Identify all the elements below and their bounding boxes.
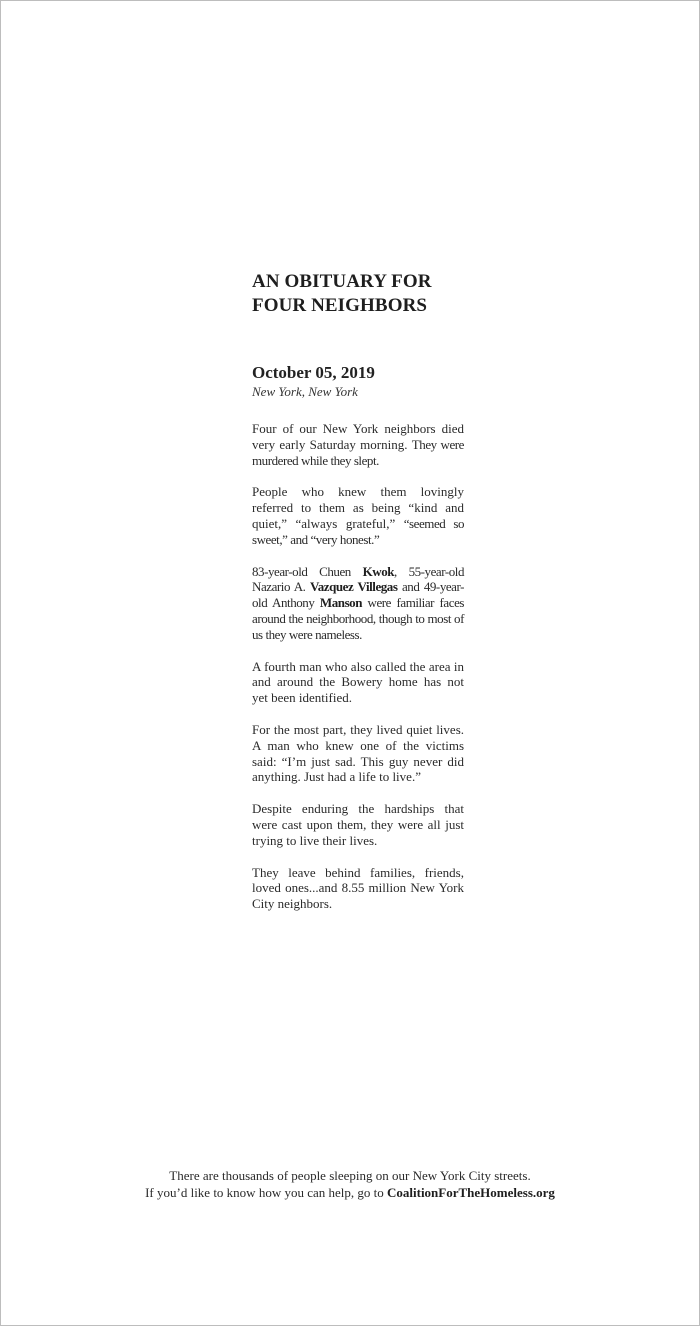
paragraph-1-line-2: They were murdered while they slept. (252, 436, 464, 468)
paragraph-4: A fourth man who also called the area in and around the Bowery home has not yet been identified. (252, 658, 464, 706)
victim-name-kwok: Kwok (362, 563, 395, 579)
paragraph-3-part-3: and 49-year-old Anthony (252, 579, 465, 611)
paragraph-7: They leave behind families, friends, loved ones...and 8.55 million New York City neighbors. (252, 864, 464, 912)
paragraph-6: Despite enduring the hardships that were cast upon them, they were all just trying to live their lives. (252, 801, 464, 848)
footer-line-2-prefix: If you’d like to know how you can help, go to (145, 1185, 387, 1200)
victim-name-manson: Manson (319, 595, 363, 611)
paragraph-3-part-2: , 55-year-old Nazario A. (252, 563, 464, 595)
headline-line-2: FOUR NEIGHBORS (252, 295, 428, 316)
place: New York, New York (252, 384, 358, 399)
dateline (252, 362, 464, 400)
paragraph-2-line-1: People who knew them lovingly referred to them as being “kind and quiet,” “always grateful,” (252, 484, 464, 531)
paragraph-5: For the most part, they lived quiet lives. A man who knew one of the victims said: “I’m just sad. This guy never did anything. Just had a life to live.” (252, 721, 464, 785)
headline (252, 270, 464, 318)
obituary-body (252, 421, 464, 912)
paragraph-1-line-1: Four of our New York neighbors died very early Saturday morning. (252, 421, 464, 452)
coalition-website-link[interactable]: CoalitionForTheHomeless.org (387, 1185, 555, 1200)
footer-line-1: There are thousands of people sleeping on our New York City streets. (169, 1168, 531, 1183)
date: October 05, 2019 (252, 363, 375, 382)
paragraph-3 (252, 564, 464, 643)
paragraph-1 (252, 421, 464, 468)
footer-line-2 (0, 1184, 700, 1201)
victim-name-vazquez-villegas: Vazquez Villegas (309, 579, 398, 595)
headline-line-1: AN OBITUARY FOR (252, 271, 432, 292)
paragraph-3-part-4: were familiar faces around the neighborhood, though to most of us they were nameless. (252, 595, 464, 642)
paragraph-3-part-1: 83-year-old Chuen (252, 563, 363, 579)
footer (0, 1167, 700, 1201)
paragraph-2-line-2: “seemed so sweet,” and “very honest.” (252, 515, 465, 547)
paragraph-2 (252, 484, 464, 547)
obituary-column (252, 270, 464, 928)
